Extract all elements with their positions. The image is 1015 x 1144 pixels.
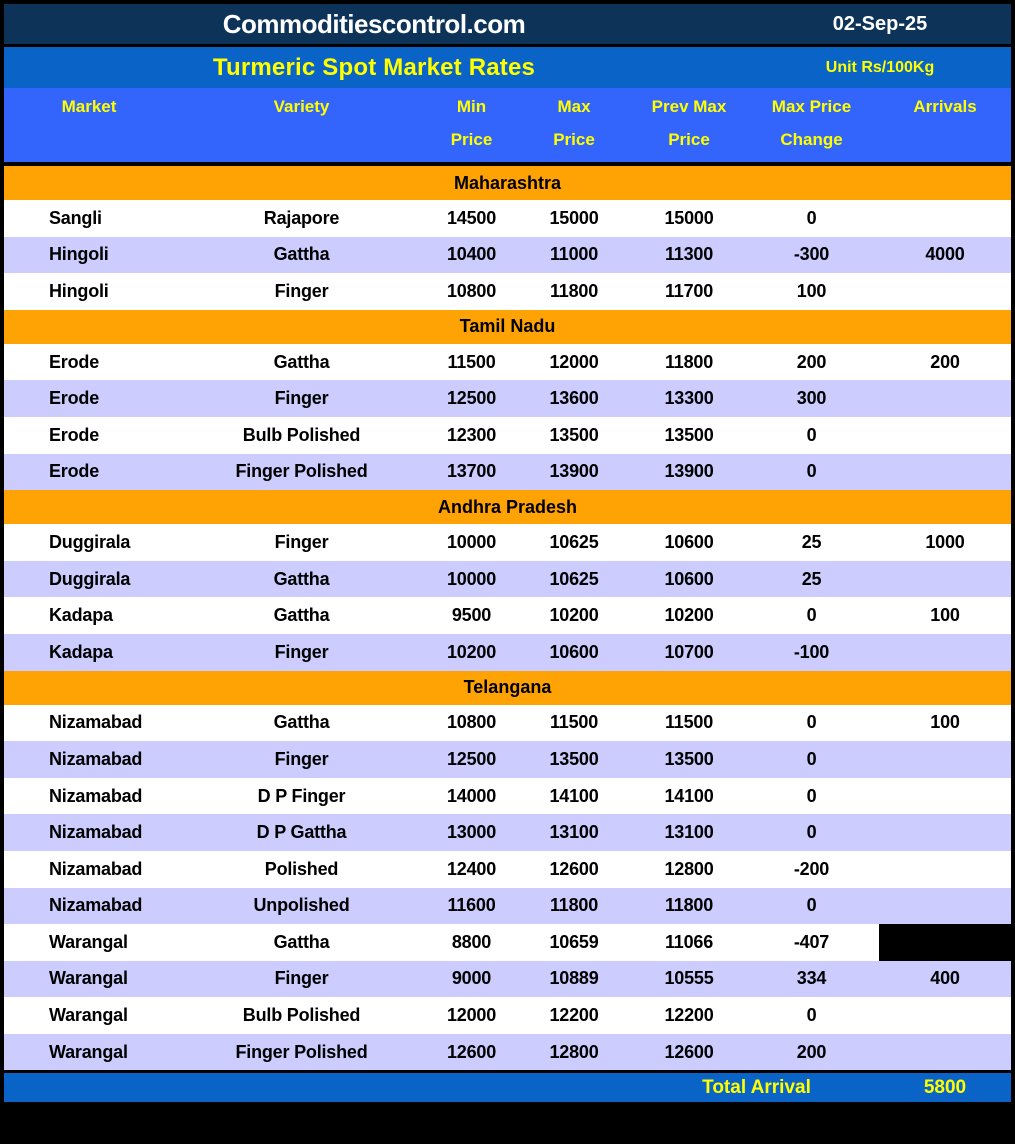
table-row (4, 814, 1011, 851)
cell-variety: Finger (274, 388, 329, 409)
cell-prev-max-price: 10700 (664, 641, 714, 662)
cell-min-price: 9500 (451, 605, 492, 626)
column-header-market (4, 88, 174, 162)
cell-arrivals: 100 (930, 712, 960, 733)
cell-min-price: 13000 (446, 822, 497, 843)
cell-market: Nizamabad (49, 748, 143, 769)
table-row (4, 597, 1011, 634)
cell-max-price: 13500 (549, 424, 599, 445)
cell-prev-max-price: 11300 (664, 244, 714, 265)
cell-max-price-change: 200 (796, 1041, 827, 1062)
cell-variety: Rajapore (263, 207, 340, 228)
cell-prev-max-price: 13900 (664, 461, 714, 482)
cell-prev-max-price: 12800 (664, 858, 714, 879)
cell-prev-max-price: 13100 (664, 822, 714, 843)
cell-variety: Polished (264, 858, 339, 879)
cell-max-price: 12800 (549, 1041, 599, 1062)
cell-market: Kadapa (49, 605, 113, 626)
cell-max-price: 11800 (549, 280, 599, 301)
table-row (4, 344, 1011, 381)
cell-max-price: 11500 (549, 712, 599, 733)
cell-arrivals: 400 (930, 968, 960, 989)
cell-variety: Finger Polished (235, 1041, 368, 1062)
cell-market: Warangal (49, 1005, 128, 1026)
column-header-arrivals (879, 88, 1011, 162)
cell-prev-max-price: 12600 (664, 1041, 714, 1062)
cell-max-price-change: 0 (806, 424, 817, 445)
column-header-line1: Max Price (771, 97, 852, 116)
column-header-line1: Prev Max (651, 97, 727, 116)
subtitle-bar (4, 47, 1011, 88)
table-row (4, 417, 1011, 454)
cell-max-price: 14100 (549, 785, 599, 806)
cell-min-price: 14500 (446, 207, 497, 228)
cell-variety: Bulb Polished (242, 424, 361, 445)
cell-max-price-change: 0 (806, 895, 817, 916)
column-header-line2: Price (668, 130, 710, 149)
cell-max-price-change: 0 (806, 1005, 817, 1026)
cell-prev-max-price: 10200 (664, 605, 714, 626)
column-header-min-price (429, 88, 514, 162)
cell-market: Erode (49, 388, 100, 409)
cell-variety: Finger (274, 531, 329, 552)
site-title: Commoditiescontrol.com (222, 8, 526, 39)
cell-variety: D P Gattha (256, 822, 347, 843)
cell-min-price: 12400 (446, 858, 497, 879)
cell-prev-max-price: 10600 (664, 568, 714, 589)
table-row (4, 200, 1011, 237)
cell-max-price-change: 300 (796, 388, 827, 409)
cell-prev-max-price: 14100 (664, 785, 714, 806)
cell-variety: Finger (274, 280, 329, 301)
cell-prev-max-price: 15000 (664, 207, 714, 228)
table-row (4, 961, 1011, 998)
cell-max-price-change: 334 (796, 968, 827, 989)
cell-max-price-change: 200 (796, 351, 827, 372)
cell-max-price-change: 25 (801, 568, 822, 589)
cell-max-price-change: 0 (806, 605, 817, 626)
column-header-line2: Change (780, 130, 843, 149)
cell-max-price-change: -407 (793, 931, 830, 952)
cell-min-price: 10800 (446, 280, 497, 301)
column-header-line1: Variety (273, 97, 330, 116)
column-header-prev-max-price (634, 88, 744, 162)
cell-arrivals: 200 (930, 351, 960, 372)
cell-min-price: 11600 (447, 895, 496, 916)
cell-max-price: 10600 (549, 641, 599, 662)
table-row (4, 1034, 1011, 1071)
cell-market: Erode (49, 351, 100, 372)
table-row (4, 561, 1011, 598)
cell-variety: Gattha (273, 931, 330, 952)
cell-max-price: 10889 (549, 968, 599, 989)
table-row (4, 237, 1011, 274)
table-row (4, 380, 1011, 417)
cell-arrivals-redacted (879, 924, 1011, 961)
cell-arrivals: 1000 (925, 531, 965, 552)
cell-min-price: 9000 (451, 968, 492, 989)
cell-market: Nizamabad (49, 895, 143, 916)
cell-min-price: 10000 (446, 568, 497, 589)
cell-max-price-change: 0 (806, 207, 817, 228)
column-header-row (4, 88, 1011, 162)
cell-max-price: 13500 (549, 748, 599, 769)
cell-arrivals: 4000 (925, 244, 965, 265)
column-header-variety (174, 88, 429, 162)
total-arrival-value: 5800 (923, 1076, 967, 1098)
table-row (4, 888, 1011, 925)
section-title: Tamil Nadu (459, 316, 556, 337)
cell-market: Nizamabad (49, 785, 143, 806)
cell-prev-max-price: 10600 (664, 531, 714, 552)
cell-max-price: 11800 (549, 895, 599, 916)
cell-prev-max-price: 10555 (664, 968, 714, 989)
cell-min-price: 13700 (446, 461, 497, 482)
cell-market: Nizamabad (49, 712, 143, 733)
table-row (4, 634, 1011, 671)
cell-max-price: 10200 (549, 605, 599, 626)
cell-min-price: 12600 (446, 1041, 497, 1062)
cell-variety: D P Finger (257, 785, 346, 806)
cell-min-price: 8800 (451, 931, 492, 952)
cell-max-price-change: 25 (801, 531, 822, 552)
cell-max-price: 10625 (549, 568, 599, 589)
cell-market: Nizamabad (49, 858, 143, 879)
cell-market: Nizamabad (49, 822, 143, 843)
cell-variety: Gattha (273, 244, 330, 265)
cell-market: Warangal (49, 931, 128, 952)
cell-min-price: 12500 (446, 388, 497, 409)
cell-market: Erode (49, 461, 100, 482)
section-title: Maharashtra (453, 172, 562, 193)
cell-max-price: 10625 (549, 531, 599, 552)
cell-prev-max-price: 11800 (664, 895, 714, 916)
cell-max-price-change: 0 (806, 748, 817, 769)
cell-variety: Finger (274, 968, 329, 989)
cell-max-price-change: 100 (796, 280, 827, 301)
cell-min-price: 12500 (446, 748, 497, 769)
cell-prev-max-price: 11500 (664, 712, 714, 733)
cell-market: Sangli (49, 207, 102, 228)
cell-variety: Bulb Polished (242, 1005, 361, 1026)
cell-prev-max-price: 11066 (664, 931, 714, 952)
table-row (4, 997, 1011, 1034)
cell-min-price: 12300 (446, 424, 497, 445)
cell-min-price: 10000 (446, 531, 497, 552)
column-header-line2: Price (450, 130, 493, 149)
table-row (4, 741, 1011, 778)
cell-max-price: 15000 (549, 207, 599, 228)
report-title: Turmeric Spot Market Rates (212, 53, 536, 81)
cell-variety: Gattha (273, 568, 330, 589)
cell-variety: Unpolished (253, 895, 350, 916)
section-header (4, 671, 1011, 705)
market-rates-report (4, 4, 1011, 1139)
cell-market: Warangal (49, 968, 128, 989)
cell-max-price: 13600 (549, 388, 599, 409)
table-row (4, 705, 1011, 742)
section-header (4, 490, 1011, 524)
total-arrival-label: Total Arrival (702, 1076, 811, 1098)
cell-market: Kadapa (49, 641, 113, 662)
section-header (4, 166, 1011, 200)
table-body (4, 166, 1011, 1070)
report-date: 02-Sep-25 (832, 12, 928, 35)
cell-variety: Finger (274, 748, 329, 769)
cell-min-price: 10400 (446, 244, 497, 265)
table-row (4, 778, 1011, 815)
cell-market: Hingoli (49, 244, 109, 265)
cell-min-price: 12000 (446, 1005, 497, 1026)
cell-max-price: 13900 (549, 461, 599, 482)
column-header-line1: Market (61, 97, 117, 116)
cell-market: Duggirala (49, 568, 131, 589)
cell-market: Erode (49, 424, 100, 445)
cell-prev-max-price: 13300 (664, 388, 714, 409)
cell-max-price-change: -300 (793, 244, 830, 265)
cell-max-price: 11000 (549, 244, 599, 265)
cell-max-price-change: -200 (793, 858, 830, 879)
cell-prev-max-price: 11800 (664, 351, 714, 372)
cell-min-price: 14000 (446, 785, 497, 806)
table-row (4, 924, 1011, 961)
total-bar (4, 1073, 1011, 1102)
cell-min-price: 10200 (446, 641, 497, 662)
cell-variety: Gattha (273, 351, 330, 372)
cell-max-price: 10659 (549, 931, 599, 952)
cell-max-price: 12000 (549, 351, 599, 372)
column-header-line2: Price (553, 130, 595, 149)
cell-min-price: 11500 (447, 351, 496, 372)
cell-prev-max-price: 11700 (664, 280, 714, 301)
cell-max-price-change: 0 (806, 822, 817, 843)
column-header-max-price (514, 88, 634, 162)
cell-max-price-change: -100 (793, 641, 830, 662)
cell-prev-max-price: 13500 (664, 424, 714, 445)
cell-variety: Finger Polished (235, 461, 368, 482)
cell-prev-max-price: 13500 (664, 748, 714, 769)
section-title: Telangana (463, 677, 552, 698)
section-header (4, 310, 1011, 344)
cell-market: Warangal (49, 1041, 128, 1062)
cell-market: Duggirala (49, 531, 131, 552)
unit-label: Unit Rs/100Kg (825, 58, 935, 76)
cell-max-price-change: 0 (806, 712, 817, 733)
title-bar (4, 4, 1011, 44)
table-row (4, 851, 1011, 888)
cell-max-price: 12200 (549, 1005, 599, 1026)
cell-max-price-change: 0 (806, 785, 817, 806)
cell-variety: Gattha (273, 605, 330, 626)
cell-max-price: 12600 (549, 858, 599, 879)
column-header-line1: Min (456, 97, 487, 116)
column-header-line1: Arrivals (913, 97, 977, 116)
cell-variety: Finger (274, 641, 329, 662)
column-header-max-price-change (744, 88, 879, 162)
cell-variety: Gattha (273, 712, 330, 733)
cell-max-price-change: 0 (806, 461, 817, 482)
section-title: Andhra Pradesh (437, 496, 578, 517)
cell-market: Hingoli (49, 280, 109, 301)
table-row (4, 524, 1011, 561)
table-row (4, 454, 1011, 491)
cell-max-price: 13100 (549, 822, 599, 843)
table-row (4, 273, 1011, 310)
cell-min-price: 10800 (446, 712, 497, 733)
cell-arrivals: 100 (930, 605, 960, 626)
column-header-line1: Max (557, 97, 591, 116)
cell-prev-max-price: 12200 (664, 1005, 714, 1026)
